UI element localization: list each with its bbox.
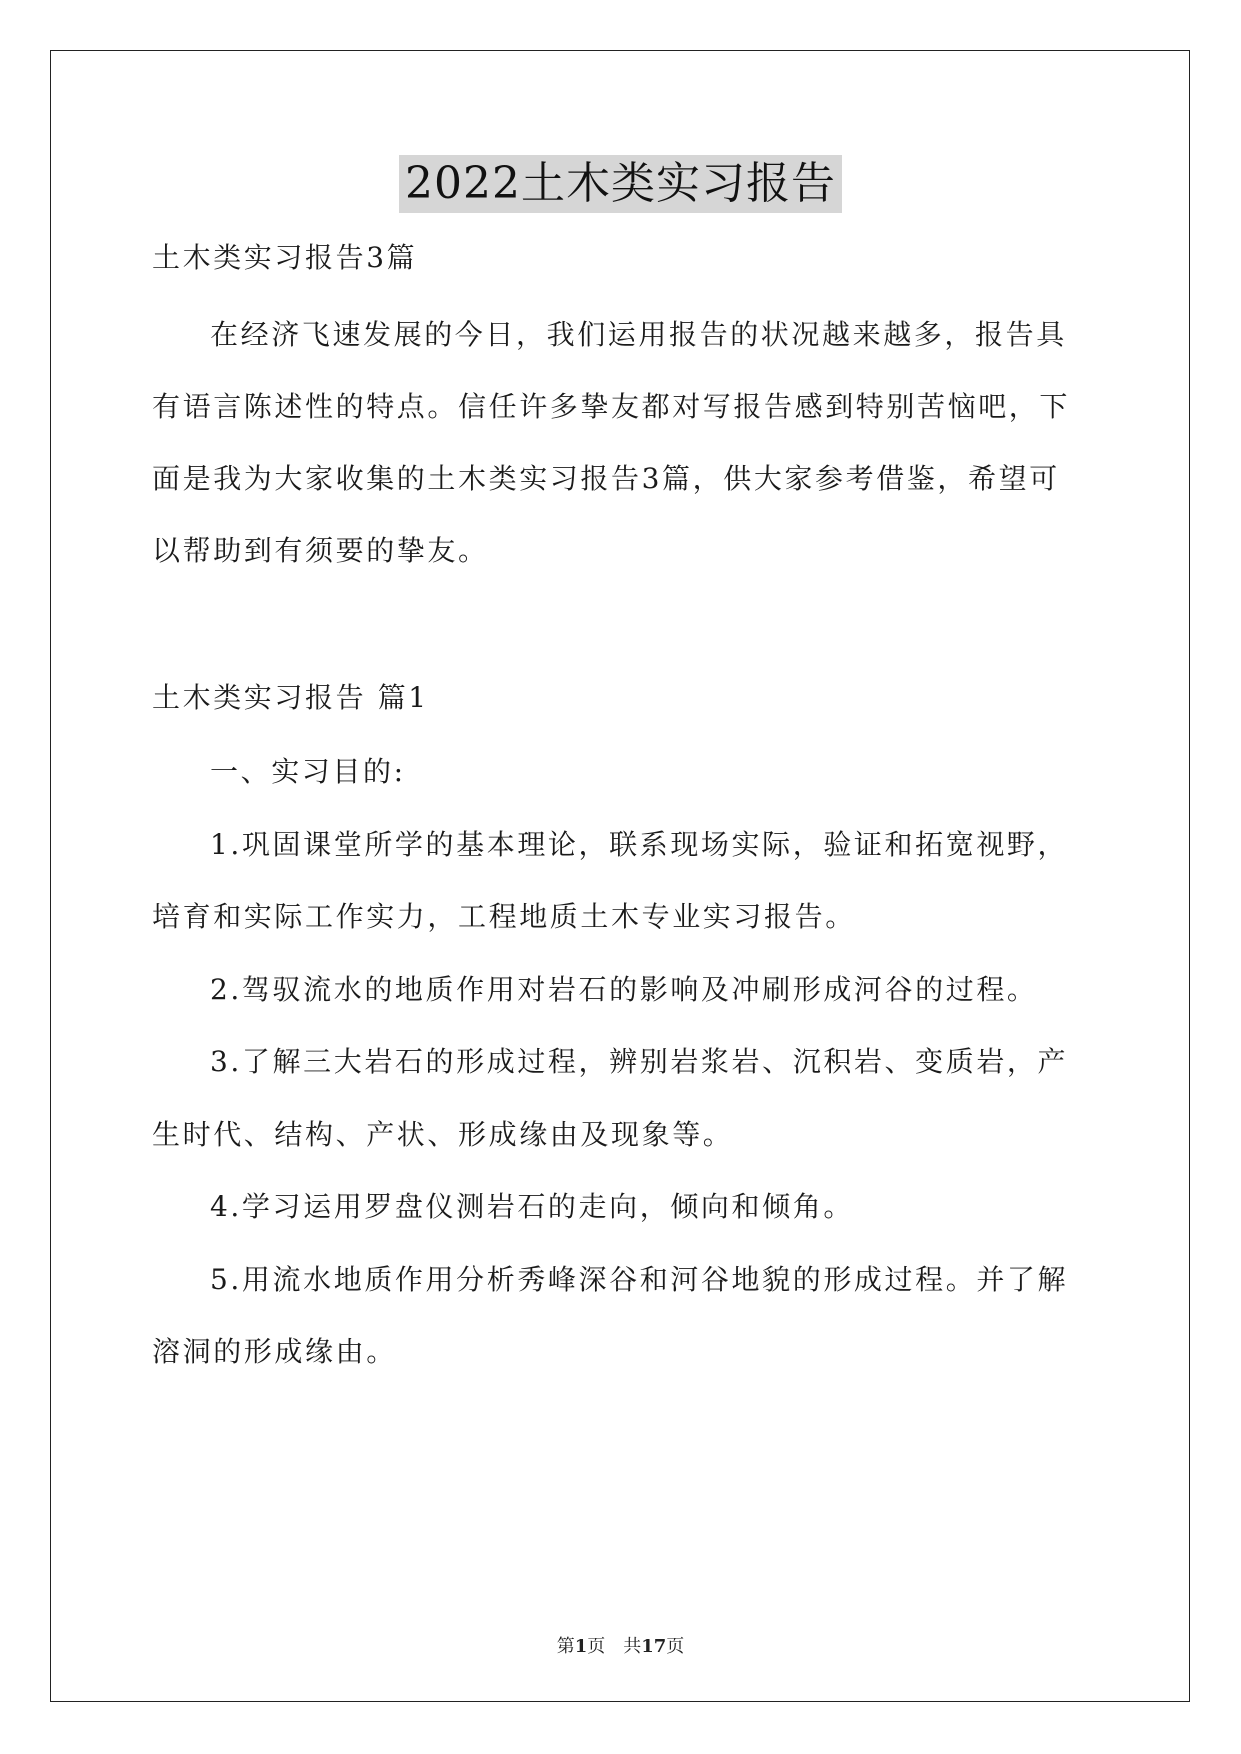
page-footer xyxy=(0,1635,1241,1659)
body-line-7: 4.学习运用罗盘仪测岩石的走向，倾向和倾角。 xyxy=(210,1190,854,1223)
body-line-9: 溶洞的形成缘由。 xyxy=(152,1335,397,1368)
footer-page-suffix: 页 xyxy=(587,1636,606,1657)
document-title: 2022土木类实习报告 xyxy=(399,155,842,213)
footer-page-total: 17 xyxy=(641,1636,667,1657)
body-line-8: 5.用流水地质作用分析秀峰深谷和河谷地貌的形成过程。并了解 xyxy=(210,1263,1069,1296)
title-container xyxy=(0,155,1241,213)
intro-line-2: 有语言陈述性的特点。信任许多挚友都对写报告感到特别苦恼吧，下 xyxy=(152,390,1071,423)
body-line-4: 2.驾驭流水的地质作用对岩石的影响及冲刷形成河谷的过程。 xyxy=(210,973,1038,1006)
page-border xyxy=(50,50,1190,1702)
document-subtitle: 土木类实习报告3篇 xyxy=(152,241,418,274)
footer-page-prefix: 第 xyxy=(556,1636,575,1657)
footer-total-suffix: 页 xyxy=(666,1636,685,1657)
body-line-1: 一、实习目的: xyxy=(210,755,406,788)
body-line-6: 生时代、结构、产状、形成缘由及现象等。 xyxy=(152,1118,734,1151)
intro-line-4: 以帮助到有须要的挚友。 xyxy=(152,534,489,567)
footer-total-prefix: 共 xyxy=(623,1636,642,1657)
body-line-2: 1.巩固课堂所学的基本理论，联系现场实际，验证和拓宽视野， xyxy=(210,828,1069,861)
intro-line-1: 在经济飞速发展的今日，我们运用报告的状况越来越多，报告具 xyxy=(210,318,1067,351)
footer-page-current: 1 xyxy=(574,1636,588,1657)
intro-line-3: 面是我为大家收集的土木类实习报告3篇，供大家参考借鉴，希望可 xyxy=(152,462,1060,495)
body-line-3: 培育和实际工作实力，工程地质土木专业实习报告。 xyxy=(152,900,856,933)
body-line-5: 3.了解三大岩石的形成过程，辨别岩浆岩、沉积岩、变质岩，产 xyxy=(210,1045,1069,1078)
section-heading: 土木类实习报告 篇1 xyxy=(152,681,429,714)
